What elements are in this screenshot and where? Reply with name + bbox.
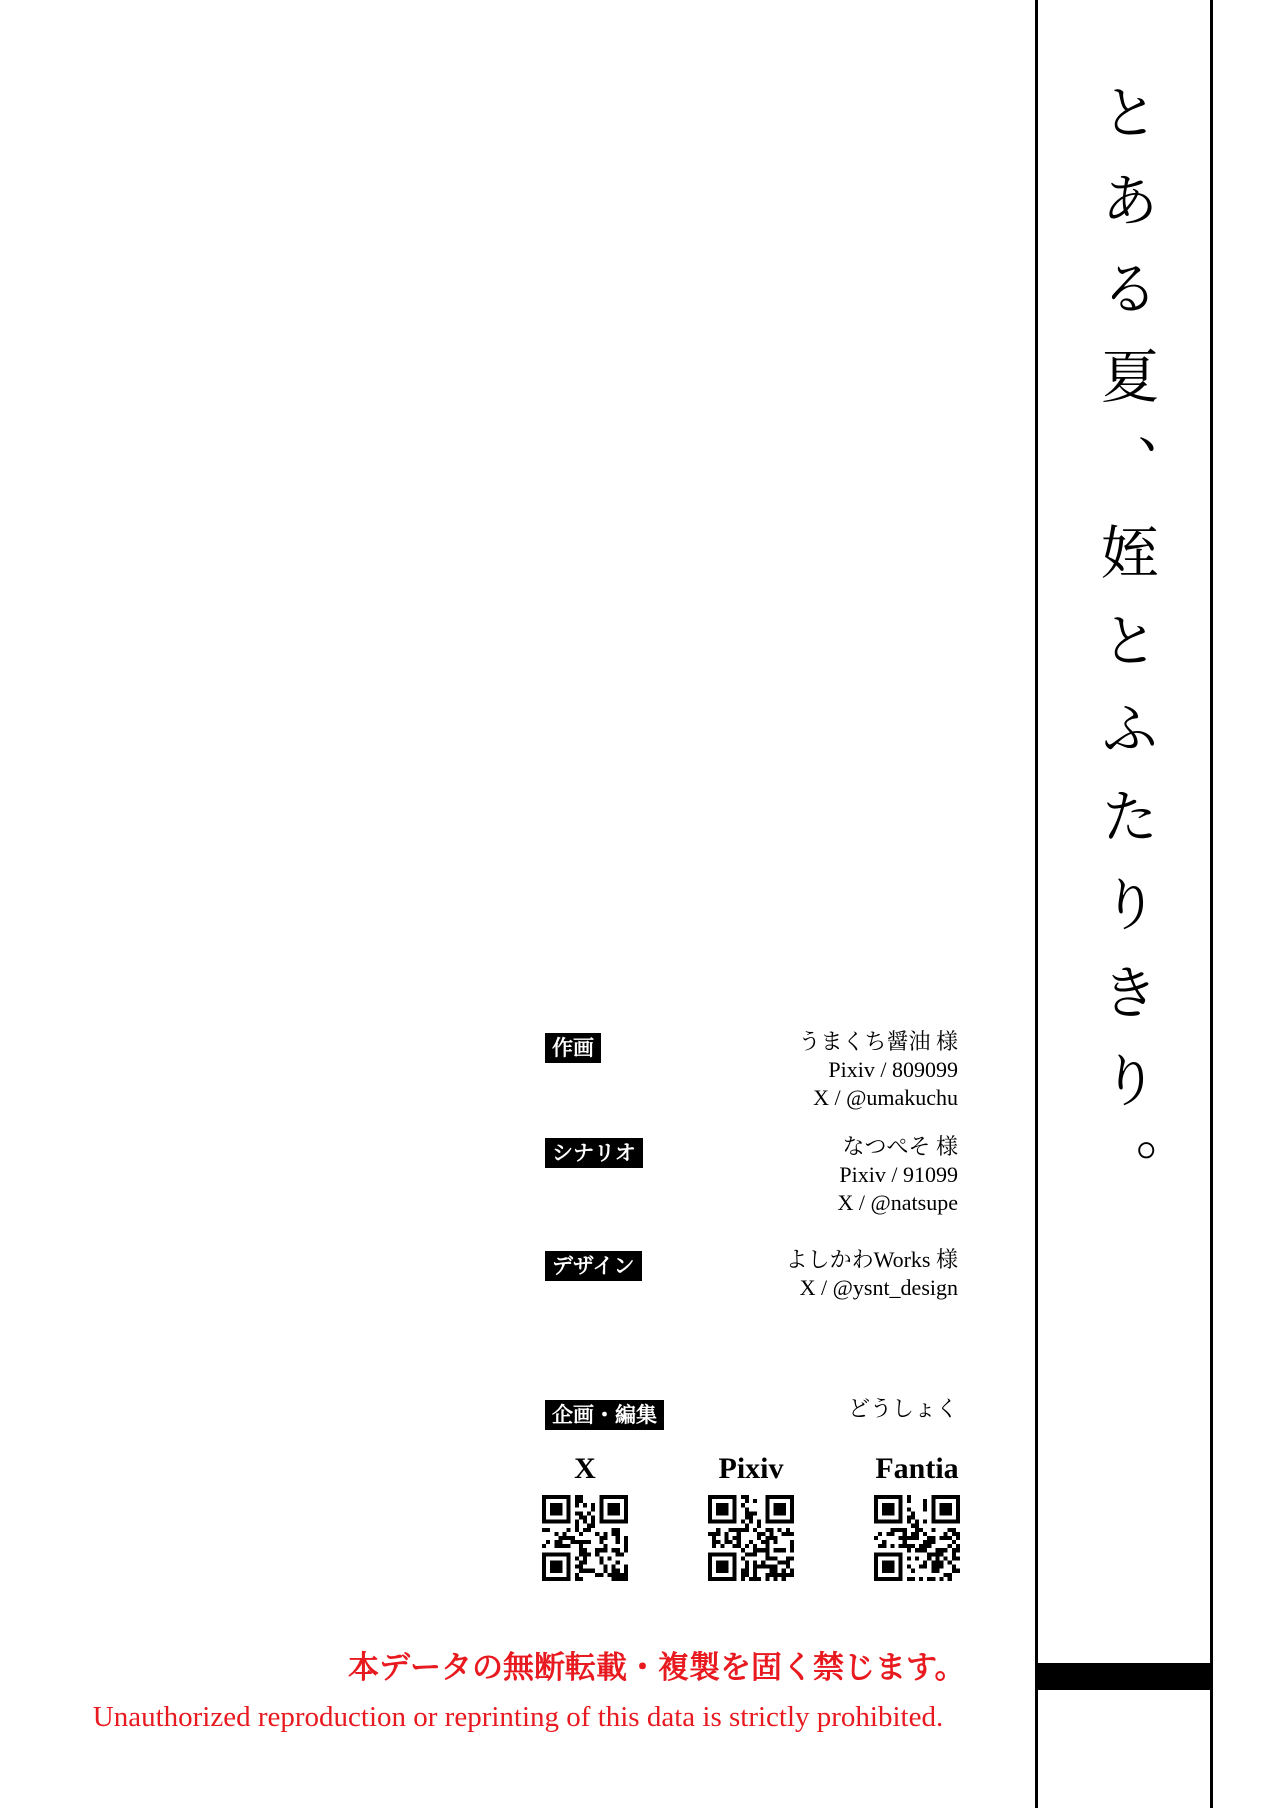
credit-row-scenario <box>545 1133 958 1217</box>
qr-block-fantia <box>857 1452 977 1581</box>
credit-pixiv-id: Pixiv / 809099 <box>828 1057 958 1082</box>
credit-details-art <box>798 1028 958 1112</box>
credit-details-planning <box>848 1395 958 1423</box>
credit-details-design <box>786 1246 958 1302</box>
title-column <box>1035 0 1213 1808</box>
book-title-vertical: とある夏、姪とふたりきり。 <box>1092 82 1157 1226</box>
credit-name: よしかわWorks 様 <box>785 1247 958 1272</box>
role-badge-design: デザイン <box>545 1251 642 1281</box>
credit-x-handle: X / @umakuchu <box>813 1085 958 1110</box>
warning-text-japanese: 本データの無断転載・複製を固く禁じます。 <box>348 1650 966 1685</box>
qr-block-pixiv <box>691 1452 811 1581</box>
credit-details-scenario <box>838 1133 958 1217</box>
credit-row-design <box>545 1246 958 1302</box>
qr-code-fantia-icon <box>874 1495 960 1581</box>
qr-label-fantia: Fantia <box>875 1452 959 1485</box>
qr-block-x <box>525 1452 645 1581</box>
credit-x-handle: X / @ysnt_design <box>799 1275 958 1300</box>
credit-name: なつぺそ 様 <box>842 1134 958 1159</box>
qr-label-x: X <box>574 1452 596 1485</box>
role-badge-art: 作画 <box>545 1033 601 1063</box>
credit-row-planning <box>545 1395 958 1430</box>
qr-code-pixiv-icon <box>708 1495 794 1581</box>
qr-code-x-icon <box>542 1495 628 1581</box>
credit-x-handle: X / @natsupe <box>837 1190 958 1215</box>
credit-name: うまくち醤油 様 <box>798 1029 958 1054</box>
credit-name: どうしょく <box>847 1396 958 1421</box>
role-badge-scenario: シナリオ <box>545 1138 643 1168</box>
credit-row-art <box>545 1028 958 1112</box>
credit-pixiv-id: Pixiv / 91099 <box>839 1162 958 1187</box>
qr-label-pixiv: Pixiv <box>718 1452 784 1485</box>
warning-text-english: Unauthorized reproduction or reprinting of this data is strictly prohibited. <box>92 1701 944 1733</box>
role-badge-planning: 企画・編集 <box>545 1400 664 1430</box>
column-black-bar <box>1038 1663 1210 1690</box>
